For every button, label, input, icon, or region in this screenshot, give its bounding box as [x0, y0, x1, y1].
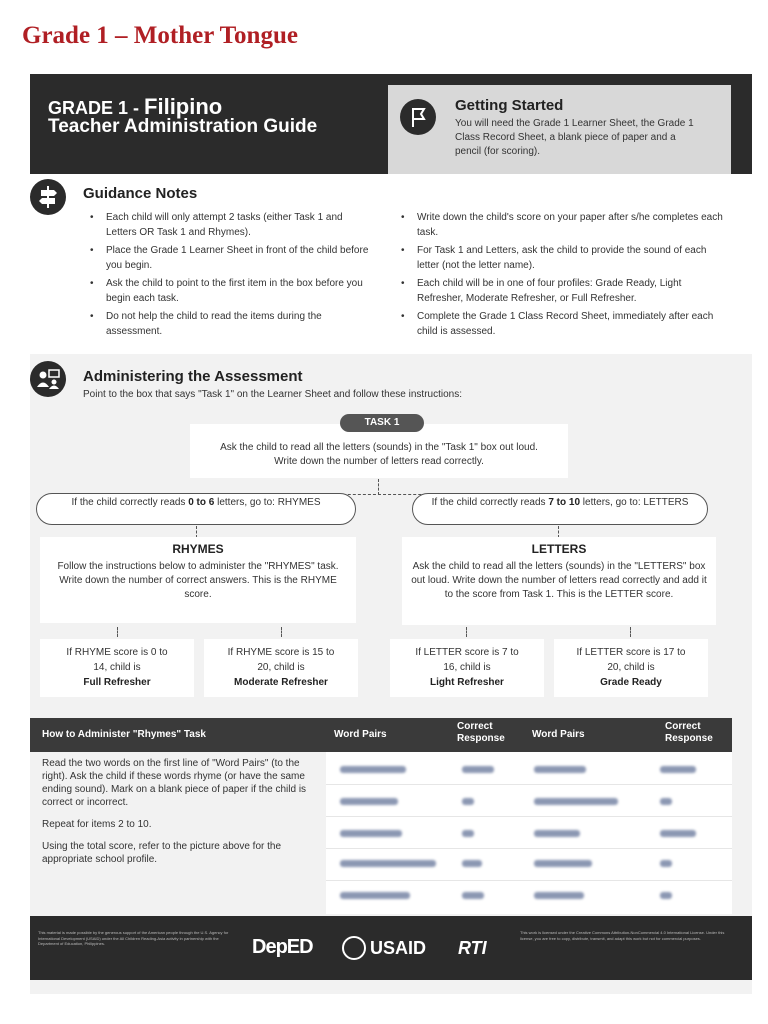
- condition-rhymes: [36, 493, 356, 525]
- condition-range: 7 to 10: [548, 497, 581, 508]
- table-header-correct-response: Correct Response: [457, 721, 505, 744]
- response-blurred: [462, 766, 494, 773]
- flow-connector: [378, 479, 379, 495]
- word-pair-blurred: [534, 766, 586, 773]
- word-pairs-table: [326, 752, 732, 914]
- table-header-correct-response: Correct Response: [665, 721, 713, 744]
- instruction-paragraph: Read the two words on the first line of "Word Pairs" (to the right). Ask the child if these words rhyme (or have the same ending sound). Mark on a blank piece of paper if the child is correct or incorrect.: [42, 758, 307, 808]
- rhymes-title: RHYMES: [172, 542, 224, 556]
- teacher-student-icon: [30, 361, 66, 397]
- signpost-icon: [30, 179, 66, 215]
- getting-started-title: Getting Started: [455, 97, 564, 114]
- guidance-item: • Write down the child's score on your paper after s/he completes each task.: [395, 210, 725, 240]
- word-pair-blurred: [534, 860, 592, 867]
- condition-text: If the child correctly reads: [71, 497, 189, 508]
- row-divider: [326, 784, 732, 785]
- guidance-item: • Each child will be in one of four profiles: Grade Ready, Light Refresher, Moderate Refresher, or Full Refresher.: [395, 276, 725, 306]
- flow-connector: [466, 627, 467, 637]
- flow-connector: [281, 627, 282, 637]
- task1-label: TASK 1: [340, 414, 424, 432]
- condition-text: letters, go to: RHYMES: [214, 497, 321, 508]
- guidance-item: • Ask the child to point to the first item in the box before you begin each task.: [84, 276, 374, 306]
- profile-result: Grade Ready: [600, 677, 662, 688]
- profile-result: Moderate Refresher: [234, 677, 328, 688]
- administering-subtitle: Point to the box that says "Task 1" on the Learner Sheet and follow these instructions:: [83, 389, 462, 400]
- rhymes-instructions: [42, 757, 324, 875]
- profile-light-refresher: [390, 639, 544, 697]
- response-blurred: [462, 830, 474, 837]
- flow-connector: [630, 627, 631, 637]
- condition-text: letters, go to: LETTERS: [580, 497, 689, 508]
- word-pair-blurred: [340, 892, 410, 899]
- condition-letters: [412, 493, 708, 525]
- response-blurred: [660, 798, 672, 805]
- instruction-paragraph: Using the total score, refer to the picture above for the appropriate school profile.: [42, 841, 282, 865]
- profile-condition: If LETTER score is 7 to 16, child is: [415, 647, 519, 673]
- instruction-paragraph: Repeat for items 2 to 10.: [42, 819, 152, 830]
- response-blurred: [660, 892, 672, 899]
- condition-range: 0 to 6: [188, 497, 215, 508]
- table-header-word-pairs: Word Pairs: [334, 729, 387, 740]
- profile-result: Full Refresher: [83, 677, 151, 688]
- letters-box: [402, 537, 716, 625]
- word-pair-blurred: [534, 798, 618, 805]
- grade-label: GRADE 1 -: [48, 98, 140, 118]
- flag-icon: [400, 99, 436, 135]
- word-pair-blurred: [340, 830, 402, 837]
- row-divider: [326, 816, 732, 817]
- word-pair-blurred: [534, 830, 580, 837]
- row-divider: [326, 848, 732, 849]
- response-blurred: [660, 830, 696, 837]
- response-blurred: [462, 892, 484, 899]
- profile-moderate-refresher: [204, 639, 358, 697]
- administering-title: Administering the Assessment: [83, 368, 303, 385]
- rhymes-box: [40, 537, 356, 623]
- guidance-list-left: [84, 210, 374, 342]
- task1-box: Ask the child to read all the letters (sounds) in the "Task 1" box out loud. Write down the number of letters read correctly.: [190, 424, 568, 478]
- usaid-seal-icon: [342, 936, 366, 960]
- profile-grade-ready: [554, 639, 708, 697]
- condition-text: If the child correctly reads: [431, 497, 549, 508]
- guidance-item: • Place the Grade 1 Learner Sheet in front of the child before you begin.: [84, 243, 374, 273]
- row-divider: [326, 880, 732, 881]
- footer-license: This work is licensed under the Creative Commons Attribution-NonCommercial 4.0 International License. Under this license, you are free to copy, distribute, transmit, and adapt this work but not for commercial purposes.: [520, 930, 725, 941]
- response-blurred: [462, 798, 474, 805]
- response-blurred: [660, 766, 696, 773]
- language-label: Filipino: [144, 94, 223, 119]
- letters-title: LETTERS: [531, 542, 587, 556]
- getting-started-text: You will need the Grade 1 Learner Sheet, the Grade 1 Class Record Sheet, a blank piece of paper and a pencil (for scoring).: [455, 118, 694, 157]
- page-title: Grade 1 – Mother Tongue: [22, 22, 298, 49]
- word-pair-blurred: [340, 766, 406, 773]
- guidance-title: Guidance Notes: [83, 185, 198, 202]
- profile-condition: If RHYME score is 15 to 20, child is: [227, 647, 335, 673]
- flow-connector: [117, 627, 118, 637]
- header-subtitle: Teacher Administration Guide: [48, 116, 318, 137]
- guidance-item: • Do not help the child to read the items during the assessment.: [84, 309, 374, 339]
- guidance-item: • Each child will only attempt 2 tasks (either Task 1 and Letters OR Task 1 and Rhymes).: [84, 210, 374, 240]
- word-pair-blurred: [340, 860, 436, 867]
- profile-full-refresher: [40, 639, 194, 697]
- rti-logo: RTI: [458, 938, 487, 958]
- word-pair-blurred: [340, 798, 398, 805]
- letters-text: Ask the child to read all the letters (sounds) in the "LETTERS" box out loud. Write down the number of letters read correctly and add it to the score from Task 1. This is the LETTER score.: [411, 561, 707, 600]
- guidance-item: • For Task 1 and Letters, ask the child to provide the sound of each letter (not the letter name).: [395, 243, 725, 273]
- usaid-logo: USAID: [370, 938, 427, 958]
- footer-disclaimer: This material is made possible by the generous support of the American people through the U.S. Agency for International Development (USAID) under the All Children Reading-Asia activity in partnership with the Department of Education, Philippines.: [38, 930, 229, 946]
- response-blurred: [462, 860, 482, 867]
- table-header-word-pairs: Word Pairs: [532, 729, 585, 740]
- guidance-item: • Complete the Grade 1 Class Record Sheet, immediately after each child is assessed.: [395, 309, 725, 339]
- profile-condition: If RHYME score is 0 to 14, child is: [66, 647, 168, 673]
- profile-condition: If LETTER score is 17 to 20, child is: [576, 647, 686, 673]
- rhymes-text: Follow the instructions below to administer the "RHYMES" task. Write down the number of correct answers. This is the RHYME score.: [57, 561, 339, 600]
- response-blurred: [660, 860, 672, 867]
- deped-logo: DepED: [252, 936, 313, 958]
- profile-result: Light Refresher: [430, 677, 504, 688]
- table-header-instructions: How to Administer "Rhymes" Task: [42, 729, 206, 740]
- guidance-list-right: [395, 210, 725, 342]
- word-pair-blurred: [534, 892, 584, 899]
